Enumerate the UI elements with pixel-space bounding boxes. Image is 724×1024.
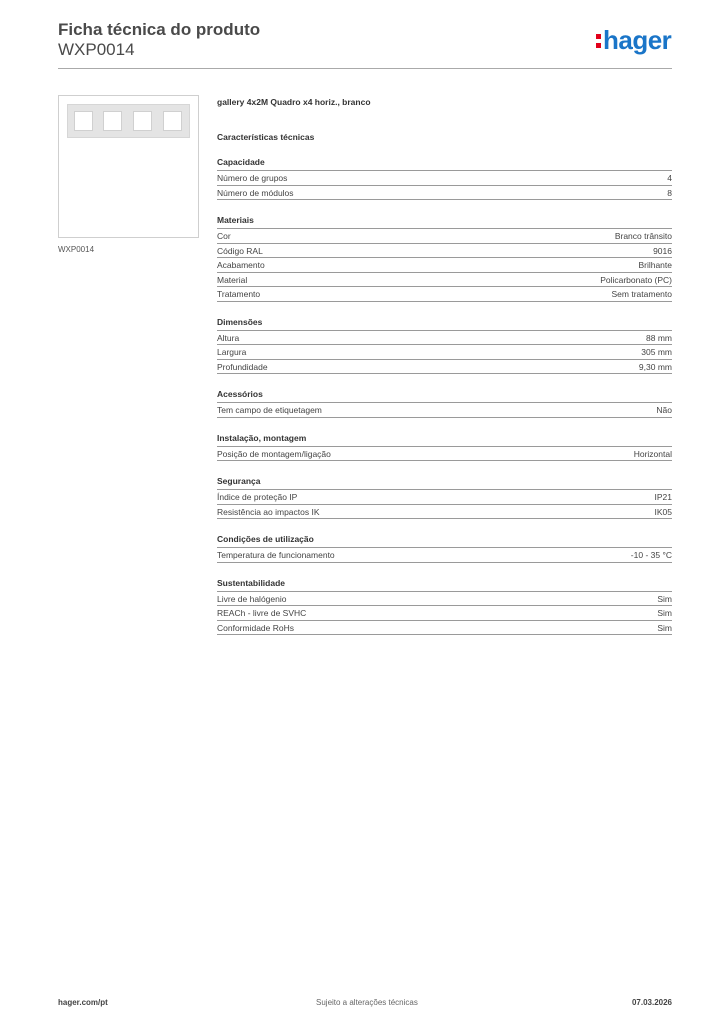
spec-value: Sim — [657, 622, 672, 633]
spec-value: 88 mm — [646, 332, 672, 343]
product-code: WXP0014 — [58, 40, 135, 59]
frame-window — [74, 111, 93, 131]
spec-row — [217, 606, 672, 621]
spec-row — [217, 229, 672, 244]
spec-row — [217, 186, 672, 201]
spec-value: Sim — [657, 608, 672, 618]
image-caption: WXP0014 — [58, 245, 95, 254]
spec-label: Tratamento — [217, 289, 261, 299]
spec-label: Temperatura de funcionamento — [217, 550, 335, 560]
spec-value: 9016 — [653, 245, 672, 256]
spec-row — [217, 331, 672, 346]
spec-row — [217, 360, 672, 375]
spec-value: 305 mm — [641, 347, 672, 357]
section-title: Materiais — [217, 215, 672, 229]
spec-label: Posição de montagem/ligação — [217, 448, 331, 459]
spec-label: REACh - livre de SVHC — [217, 608, 307, 618]
spec-row — [217, 273, 672, 288]
spec-value: Branco trânsito — [614, 231, 672, 241]
section-title: Capacidade — [217, 157, 672, 171]
spec-value: Brilhante — [638, 260, 672, 270]
spec-label: Código RAL — [217, 245, 263, 256]
spec-value: IK05 — [654, 506, 672, 517]
spec-row — [217, 244, 672, 259]
spec-value: Não — [656, 405, 672, 415]
spec-label: Acabamento — [217, 260, 265, 270]
footer-date: 07.03.2026 — [631, 998, 672, 1007]
spec-section — [217, 433, 672, 462]
section-title: Dimensões — [217, 317, 672, 331]
frame-window — [163, 111, 182, 131]
section-title: Segurança — [217, 476, 672, 490]
spec-label: Cor — [217, 231, 231, 241]
spec-sections — [217, 157, 672, 635]
spec-label: Índice de proteção IP — [217, 492, 298, 502]
spec-section — [217, 157, 672, 200]
spec-value: -10 - 35 °C — [630, 550, 672, 560]
spec-label: Tem campo de etiquetagem — [217, 405, 322, 415]
spec-section — [217, 476, 672, 519]
logo-mark-icon — [596, 30, 603, 50]
spec-row — [217, 490, 672, 505]
spec-row — [217, 447, 672, 462]
spec-value: Horizontal — [633, 448, 672, 459]
spec-section — [217, 578, 672, 636]
spec-row — [217, 505, 672, 520]
spec-value: 4 — [667, 173, 672, 183]
spec-row — [217, 171, 672, 186]
spec-section — [217, 215, 672, 302]
spec-value: Sim — [657, 593, 672, 604]
header-divider — [58, 68, 672, 69]
spec-row — [217, 258, 672, 273]
spec-value: Policarbonato (PC) — [600, 274, 672, 285]
product-name: gallery 4x2M Quadro x4 horiz., branco — [217, 97, 371, 107]
spec-value: 8 — [667, 187, 672, 198]
spec-value: IP21 — [654, 492, 672, 502]
tech-specs-title: Características técnicas — [217, 132, 315, 142]
spec-section — [217, 389, 672, 418]
spec-row — [217, 403, 672, 418]
specs-content — [217, 96, 672, 635]
frame-window — [103, 111, 122, 131]
section-title: Acessórios — [217, 389, 672, 403]
spec-label: Largura — [217, 347, 247, 357]
spec-row — [217, 548, 672, 563]
spec-label: Número de módulos — [217, 187, 294, 198]
spec-label: Material — [217, 274, 248, 285]
spec-label: Resistência ao impactos IK — [217, 506, 320, 517]
frame-illustration — [67, 104, 190, 138]
spec-label: Livre de halógenio — [217, 593, 287, 604]
spec-row — [217, 621, 672, 636]
logo-text: hager — [603, 25, 672, 55]
spec-row — [217, 345, 672, 360]
spec-section — [217, 534, 672, 563]
document-title: Ficha técnica do produto — [58, 20, 261, 39]
spec-row — [217, 592, 672, 607]
spec-label: Profundidade — [217, 361, 268, 372]
product-image — [58, 95, 199, 238]
spec-section — [217, 317, 672, 375]
spec-value: Sem tratamento — [611, 289, 672, 299]
hager-logo — [596, 26, 671, 54]
section-title: Instalação, montagem — [217, 433, 672, 447]
spec-label: Número de grupos — [217, 173, 288, 183]
spec-label: Altura — [217, 332, 240, 343]
footer-website: hager.com/pt — [58, 998, 108, 1007]
document-header — [58, 20, 260, 60]
section-title: Sustentabilidade — [217, 578, 672, 592]
spec-label: Conformidade RoHs — [217, 622, 295, 633]
footer-notice: Sujeito a alterações técnicas — [316, 998, 418, 1007]
spec-row — [217, 287, 672, 302]
section-title: Condições de utilização — [217, 534, 672, 548]
frame-window — [133, 111, 152, 131]
spec-value: 9,30 mm — [638, 361, 672, 372]
